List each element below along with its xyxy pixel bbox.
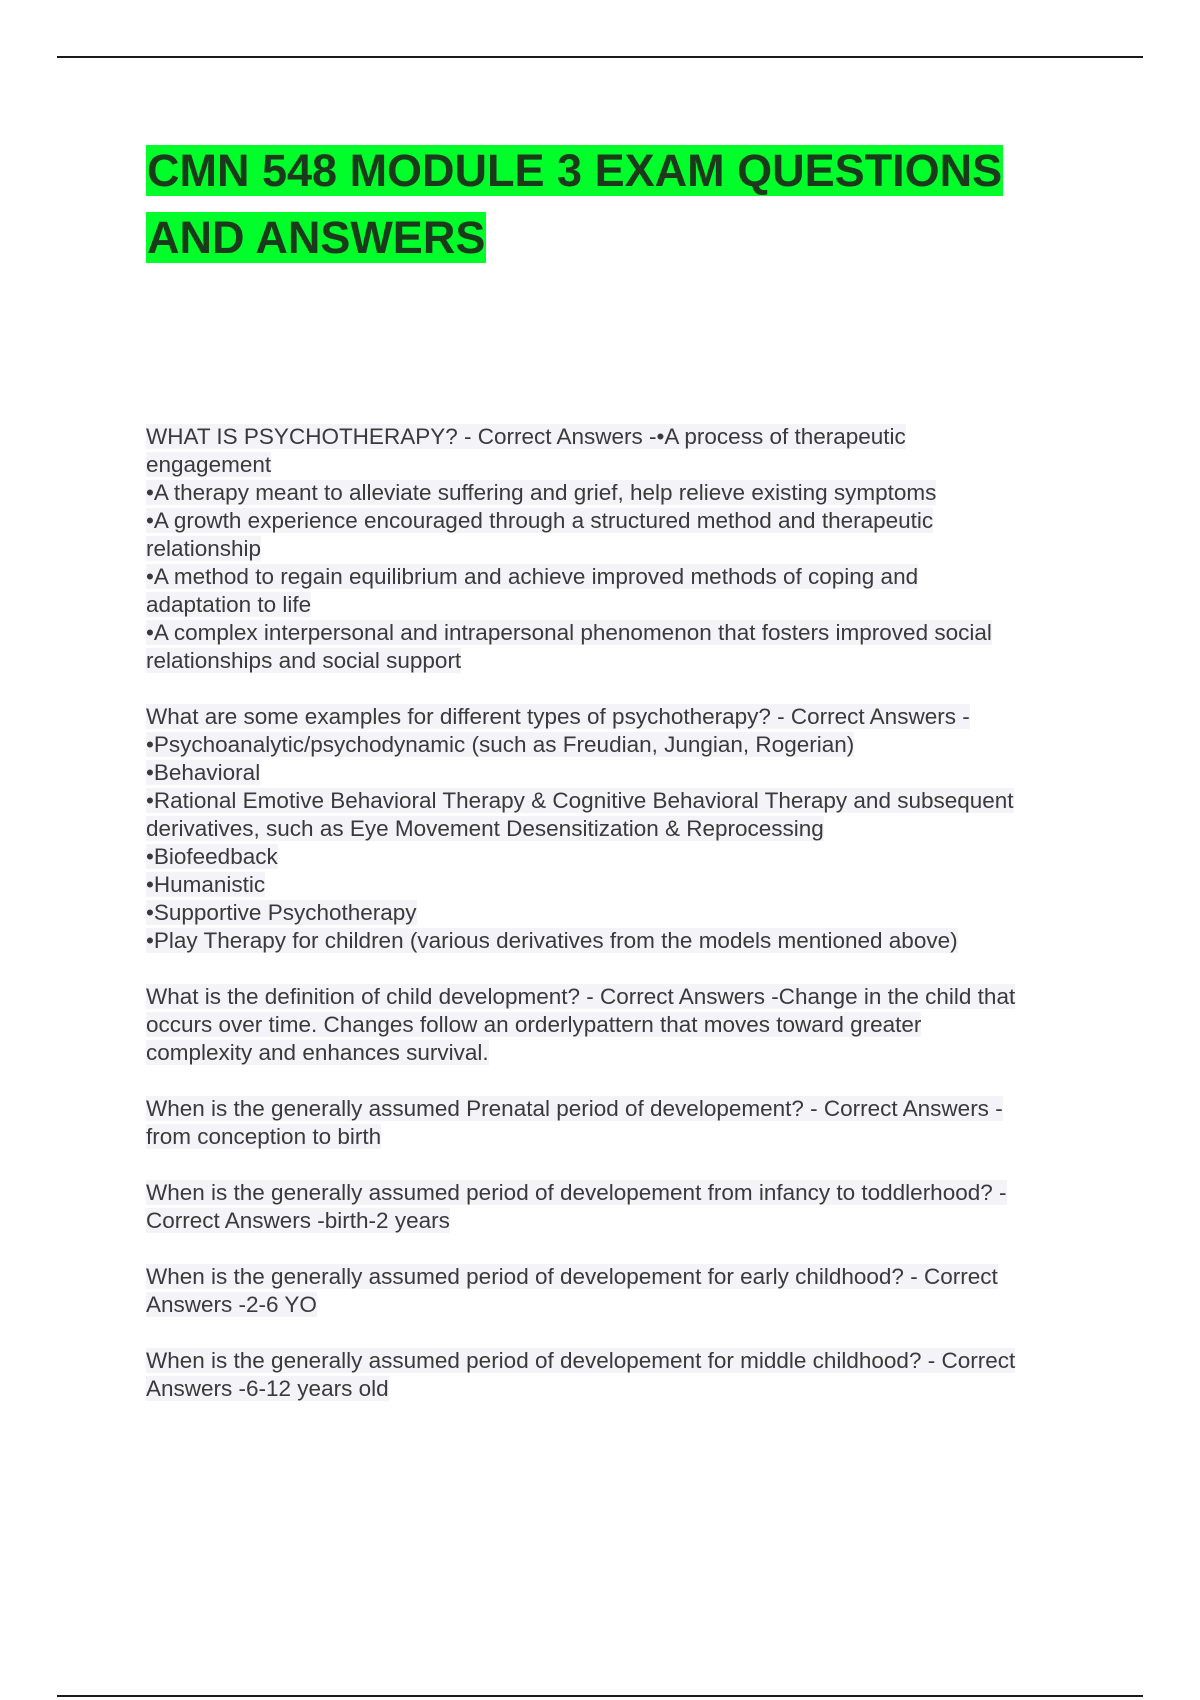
qa-line [146, 899, 1086, 927]
qa-text: What is the definition of child development? - Correct Answers -Change in the child that [146, 984, 1016, 1009]
qa-line [146, 787, 1086, 815]
qa-line [146, 983, 1086, 1011]
qa-text: When is the generally assumed period of developement from infancy to toddlerhood? - [146, 1180, 1007, 1205]
qa-line [146, 815, 1086, 843]
qa-line [146, 1263, 1086, 1291]
header-rule [57, 56, 1143, 58]
qa-text: •Psychoanalytic/psychodynamic (such as Freudian, Jungian, Rogerian) [146, 732, 855, 757]
qa-line [146, 423, 1086, 451]
qa-list [146, 423, 1086, 1431]
qa-line [146, 1179, 1086, 1207]
qa-text: What are some examples for different types of psychotherapy? - Correct Answers - [146, 704, 970, 729]
qa-text: When is the generally assumed period of developement for early childhood? - Correct [146, 1264, 998, 1289]
qa-line [146, 451, 1086, 479]
qa-text: engagement [146, 452, 272, 477]
qa-line [146, 843, 1086, 871]
qa-text: WHAT IS PSYCHOTHERAPY? - Correct Answers -•A process of therapeutic [146, 424, 906, 449]
qa-item [146, 703, 1086, 955]
qa-text: Answers -2-6 YO [146, 1292, 317, 1317]
qa-line [146, 647, 1086, 675]
qa-line [146, 479, 1086, 507]
qa-text: Correct Answers -birth-2 years [146, 1208, 450, 1233]
title-line-1: CMN 548 MODULE 3 EXAM QUESTIONS [147, 145, 1003, 196]
qa-line [146, 1291, 1086, 1319]
qa-text: When is the generally assumed Prenatal period of developement? - Correct Answers - [146, 1096, 1003, 1121]
qa-text: •Humanistic [146, 872, 266, 897]
qa-line [146, 1039, 1086, 1067]
qa-line [146, 703, 1086, 731]
qa-line [146, 1011, 1086, 1039]
qa-text: adaptation to life [146, 592, 312, 617]
qa-text: complexity and enhances survival. [146, 1040, 489, 1065]
title-line-2: AND ANSWERS [147, 212, 486, 263]
qa-item [146, 983, 1086, 1067]
qa-text: •Supportive Psychotherapy [146, 900, 417, 925]
qa-text: •A therapy meant to alleviate suffering and grief, help relieve existing symptoms [146, 480, 937, 505]
qa-item [146, 1095, 1086, 1151]
qa-line [146, 927, 1086, 955]
qa-line [146, 1123, 1086, 1151]
qa-line [146, 871, 1086, 899]
qa-text: •Play Therapy for children (various derivatives from the models mentioned above) [146, 928, 958, 953]
qa-text: •Behavioral [146, 760, 261, 785]
qa-line [146, 591, 1086, 619]
qa-item [146, 1179, 1086, 1235]
qa-line [146, 1347, 1086, 1375]
qa-line [146, 563, 1086, 591]
qa-text: relationship [146, 536, 262, 561]
qa-line [146, 1207, 1086, 1235]
footer-rule [57, 1695, 1143, 1697]
qa-text: Answers -6-12 years old [146, 1376, 389, 1401]
qa-item [146, 1263, 1086, 1319]
qa-line [146, 1095, 1086, 1123]
qa-line [146, 507, 1086, 535]
qa-text: When is the generally assumed period of developement for middle childhood? - Correct [146, 1348, 1016, 1373]
qa-text: derivatives, such as Eye Movement Desensitization & Reprocessing [146, 816, 824, 841]
qa-text: from conception to birth [146, 1124, 382, 1149]
qa-item [146, 423, 1086, 675]
qa-line [146, 535, 1086, 563]
qa-text: •Rational Emotive Behavioral Therapy & Cognitive Behavioral Therapy and subsequent [146, 788, 1014, 813]
qa-line [146, 619, 1086, 647]
qa-text: •A growth experience encouraged through a structured method and therapeutic [146, 508, 934, 533]
qa-text: •A method to regain equilibrium and achieve improved methods of coping and [146, 564, 919, 589]
qa-line [146, 731, 1086, 759]
qa-line [146, 1375, 1086, 1403]
qa-item [146, 1347, 1086, 1403]
qa-text: •Biofeedback [146, 844, 278, 869]
qa-text: occurs over time. Changes follow an orderlypattern that moves toward greater [146, 1012, 922, 1037]
qa-line [146, 759, 1086, 787]
qa-text: •A complex interpersonal and intrapersonal phenomenon that fosters improved social [146, 620, 992, 645]
document-title [146, 143, 1086, 277]
qa-text: relationships and social support [146, 648, 462, 673]
